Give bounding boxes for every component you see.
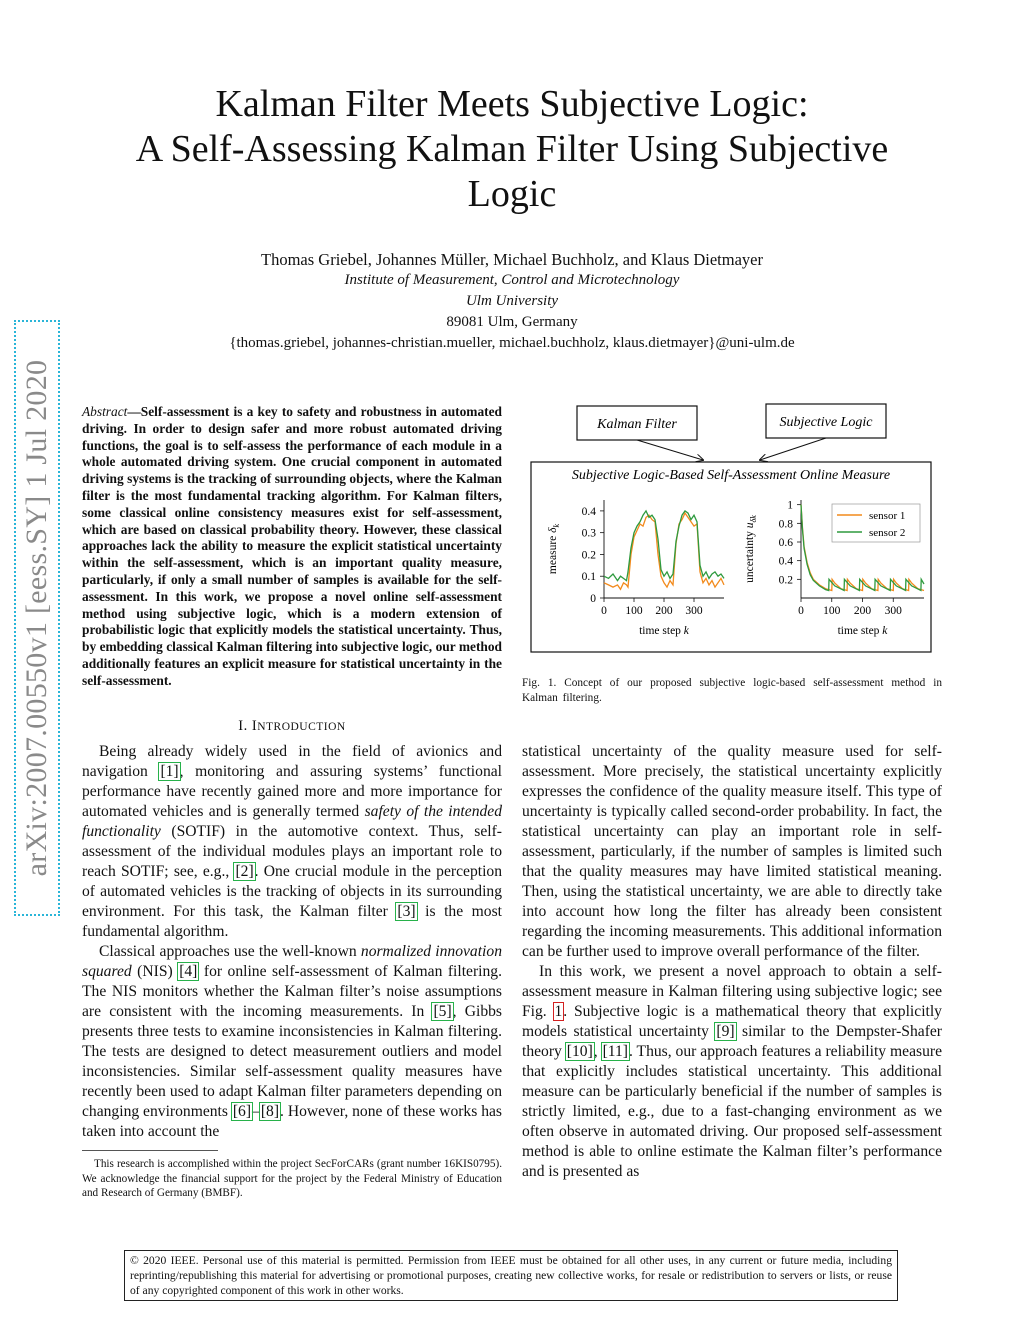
- x-tick-label: 100: [625, 605, 643, 617]
- y-tick-label: 0.1: [581, 571, 596, 584]
- arxiv-stamp[interactable]: [14, 320, 60, 916]
- intro-right-column: [522, 742, 942, 1182]
- y-axis-label: measure $\delta_k$: [547, 523, 561, 575]
- y-axis-label: uncertainty $u_{\delta k}$: [744, 515, 758, 583]
- y-tick-label: 0.2: [581, 549, 596, 562]
- intro-paragraph-3: statistical uncertainty of the quality measure used for self-assessment. More precisely, the statistical uncertainty explicitly expresses the confidence of the quality measure itself. This type of uncertainty is typically called second-order probability. In fact, the statistical uncertainty can play an important role in self-assessment, particularly, if the number of samples is limited such that the quality measures may have limited statistical meaning. Then, using the statistical uncertainty, we are able to directly take into account how long the filter has already been consistent regarding the incoming measurements. This additional information can be further used to improve overall performance of the filter.: [522, 743, 942, 960]
- x-tick-label: 0: [798, 605, 804, 617]
- section-number: I.: [238, 718, 248, 734]
- abstract: [82, 404, 502, 690]
- citation-link[interactable]: [1]: [160, 763, 179, 780]
- arxiv-stamp-text: arXiv:2007.00550v1 [eess.SY] 1 Jul 2020: [20, 359, 53, 877]
- y-tick-label: 0.4: [581, 505, 596, 518]
- title-line-1: Kalman Filter Meets Subjective Logic:: [215, 83, 809, 125]
- y-tick-label: 1: [787, 499, 793, 512]
- title-line-3: Logic: [467, 173, 557, 215]
- intro-left-column: [82, 742, 502, 1142]
- citation-link[interactable]: [10]: [566, 1043, 593, 1060]
- y-tick-label: 0.3: [581, 527, 596, 540]
- arrow-kalman: [637, 440, 703, 460]
- footnote-rule: [82, 1150, 218, 1151]
- section-heading-introduction: [82, 718, 502, 735]
- citation-link[interactable]: [4]: [179, 963, 198, 980]
- y-tick-label: 0.4: [778, 555, 793, 568]
- kalman-filter-label: Kalman Filter: [597, 417, 677, 432]
- copyright-notice: © 2020 IEEE. Personal use of this material is permitted. Permission from IEEE must be obtained for all other uses, in any current or future media, including reprinting/republishing this material for advertising or promotional purposes, creating new collective works, for resale or redistribution to servers or lists, or reuse of any copyrighted component of this work in other works.: [124, 1250, 898, 1301]
- citation-link[interactable]: [2]: [235, 863, 254, 880]
- citation-link[interactable]: [8]: [260, 1103, 280, 1120]
- panel-title: Subjective Logic-Based Self-Assessment Online Measure: [571, 468, 891, 483]
- funding-footnote: This research is accomplished within the project SecForCARs (grant number 16KIS0795). We acknowledge the financial support for the project by the Federal Ministry of Education and Research of Germany (BMBF).: [82, 1158, 502, 1199]
- intro-paragraph-2: Classical approaches use the well-known normalized innovation squared (NIS) [4] for online self-assessment of Kalman filtering. The NIS monitors whether the Kalman filter’s noise assumptions are consistent with the incoming measurements. In [5], Gibbs presents three tests to examine inconsistencies in Kalman filtering. The tests are designed to detect measurement outliers and model inconsistencies. Similar self-assessment quality measures have recently been used to adapt Kalman filter parameters depending on changing environments [6]–[8]. However, none of these works has taken into account the: [82, 943, 502, 1140]
- title-line-2: A Self-Assessing Kalman Filter Using Subjective: [135, 128, 889, 170]
- figure-caption: Fig. 1. Concept of our proposed subjective logic-based self-assessment method in Kalman filtering.: [522, 677, 942, 704]
- y-tick-label: 0: [590, 593, 596, 605]
- citation-link[interactable]: [9]: [716, 1023, 735, 1040]
- affiliation-address: 89081 Ulm, Germany: [446, 314, 578, 330]
- citation-link[interactable]: [11]: [602, 1043, 628, 1060]
- subjective-logic-label: Subjective Logic: [779, 415, 873, 430]
- arrow-subjective-logic: [760, 438, 826, 460]
- author-emails: {thomas.griebel, johannes-christian.mueller, michael.buchholz, klaus.dietmayer}@uni-ulm.de: [229, 335, 795, 351]
- x-axis-label: time step k: [639, 625, 689, 637]
- intro-paragraph-4: In this work, we present a novel approach to obtain a self-assessment measure in Kalman filtering using subjective logic; see Fig. 1. Subjective logic is a mathematical theory that explicitly models statistical uncertainty [9] similar to the Dempster-Shafer theory [10], [11]. Thus, our approach features a reliability measure that explicitly includes statistical uncertainty. This additional measure can be particularly beneficial if the number of samples is strictly limited, e.g., due to a fast-changing environment as we often observe in automated driving. Our proposed self-assessment method is able to online estimate the Kalman filter’s performance and is presented as: [522, 963, 942, 1180]
- y-tick-label: 0.6: [778, 537, 793, 549]
- x-axis-label: time step k: [837, 625, 888, 637]
- citation-link[interactable]: [5]: [433, 1003, 452, 1020]
- section-cap: I: [251, 718, 258, 734]
- x-tick-label: 200: [853, 605, 872, 617]
- affiliation-institute: Institute of Measurement, Control and Microtechnology: [344, 272, 680, 288]
- x-tick-label: 300: [685, 605, 703, 617]
- abstract-text: —Self-assessment is a key to safety and robustness in automated driving. In order to design safer and more robust automated driving functions, the goal is to self-assess the performance of each module in a whole automated driving system. One crucial component in automated driving systems is the tracking of surrounding objects, where the Kalman filter is the most fundamental tracking algorithm. For Kalman filters, some classical online consistency measures exist for self-assessment, which are based on classical probability theory. However, these classical approaches lack the ability to measure the explicit statistical uncertainty within the self-assessment, which is an important quality measure, particularly, if only a small number of samples is available for the self-assessment. In this work, we propose a novel online self-assessment method using subjective logic, which is a modern extension of probabilistic logic that explicitly models the statistical uncertainty. Thus, by embedding classical Kalman filtering into subjective logic, our method additionally features an explicit measure for statistical uncertainty in the self-assessment.: [82, 404, 502, 688]
- paper-title: [60, 82, 964, 217]
- legend-label-2: sensor 2: [869, 527, 906, 539]
- y-tick-label: 0.2: [778, 574, 793, 587]
- x-tick-label: 0: [601, 605, 607, 617]
- x-tick-label: 200: [655, 605, 673, 617]
- section-rest: NTRODUCTION: [257, 721, 346, 733]
- legend-label-1: sensor 1: [869, 510, 906, 522]
- x-tick-label: 100: [823, 605, 841, 617]
- affiliation-university: Ulm University: [465, 293, 559, 309]
- author-list: Thomas Griebel, Johannes Müller, Michael Buchholz, and Klaus Dietmayer: [261, 250, 763, 269]
- y-tick-label: 0.8: [778, 518, 793, 531]
- intro-paragraph-1: Being already widely used in the field of avionics and navigation [1], monitoring and assuring systems’ functional performance have recently gained more and more importance for automated vehicles and is generally termed safety of the intended functionality (SOTIF) in the automotive context. Thus, self-assessment of the individual modules plays an important role to reach SOTIF; see, e.g., [2]. One crucial module in the perception of automated vehicles is the tracking of objects in its surrounding environment. For this task, the Kalman filter [3] is the most fundamental algorithm.: [82, 743, 503, 940]
- x-tick-label: 300: [884, 605, 902, 617]
- abstract-lead: Abstract: [82, 404, 128, 419]
- figure-ref-link[interactable]: 1: [554, 1003, 563, 1020]
- figure-1: [522, 400, 942, 662]
- citation-link[interactable]: [3]: [397, 903, 416, 920]
- citation-link[interactable]: [6]: [232, 1103, 252, 1120]
